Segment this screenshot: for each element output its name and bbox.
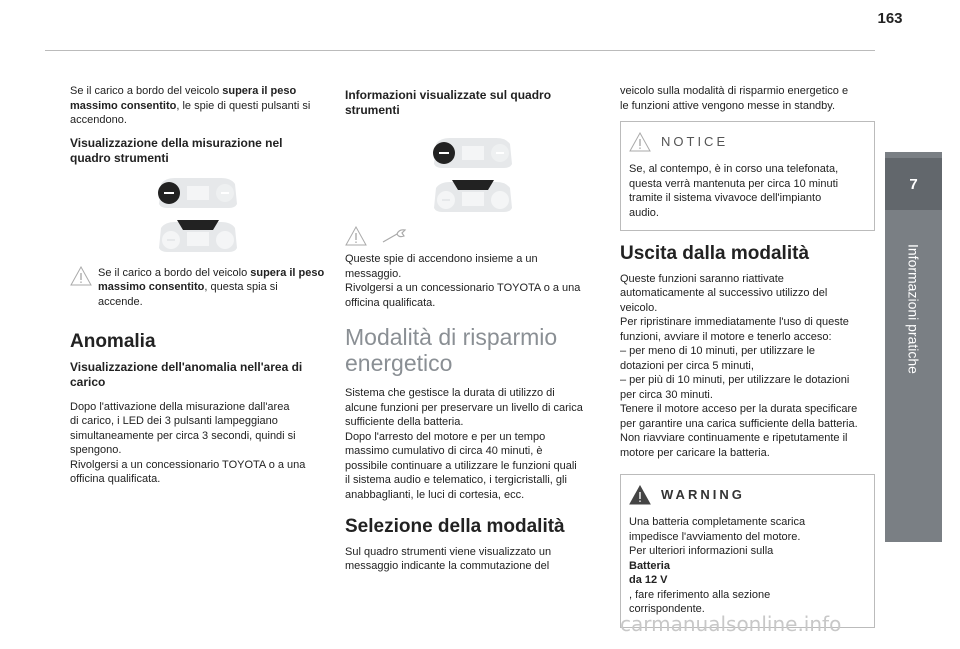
exit-title: Uscita dalla modalità: [620, 243, 810, 264]
text-line: per circa 30 minuti.: [620, 388, 713, 401]
text-line: messaggio indicante la commutazione del: [345, 560, 550, 572]
text-line: [629, 530, 866, 545]
text-line: Rivolgersi a un concessionario TOYOTA o a una: [70, 458, 306, 471]
text-line: tramite il sistema vivavoce dell'impianto: [629, 192, 822, 204]
text-run: Batteria: [629, 559, 670, 572]
notice-triangle-icon: [629, 132, 651, 152]
notice-label: NOTICE: [661, 133, 729, 149]
text-line: sufficiente della batteria.: [345, 416, 464, 428]
text-run: , le spie di questi pulsanti si accendono.: [70, 99, 311, 126]
text-line: Tenere il motore acceso per la durata specificare: [620, 403, 858, 415]
text-run: , questa spia si accende.: [98, 281, 278, 308]
cluster-display-icon: [155, 176, 241, 210]
notice-box: [620, 121, 875, 231]
anomaly-text: [70, 400, 325, 487]
warning-triangle-icon: [629, 485, 651, 505]
intro-paragraph: [70, 84, 325, 128]
text-line: Per ripristinare immediatamente l'uso di queste: [620, 316, 849, 328]
warning-lights-figure: [345, 136, 600, 214]
text-line: automaticamente al successivo utilizzo del: [620, 287, 828, 299]
text-line: Queste funzioni saranno riattivate: [620, 272, 784, 285]
note-row: [70, 266, 325, 318]
wrench-icon: [381, 228, 407, 244]
cluster-weight-icon: [155, 216, 241, 254]
text-line: simultaneamente per circa 3 secondi, quindi si: [70, 429, 296, 442]
cluster-display-icon: [430, 136, 516, 170]
warning-box-text: [629, 515, 866, 617]
cluster-weight-icon: [430, 176, 516, 214]
cluster-heading: Visualizzazione della misurazione nel quadro strumenti: [70, 135, 283, 165]
text-line: dotazioni per circa 5 minuti,: [620, 359, 754, 372]
page-number: 163: [877, 10, 903, 27]
text-line: anabbaglianti, le luci di cortesia, ecc.: [345, 488, 525, 501]
text-line: Se, al contempo, è in corso una telefonata,: [629, 163, 839, 175]
exit-text: [620, 272, 875, 461]
chapter-title: Informazioni pratiche: [905, 244, 922, 374]
text-run: , fare riferimento alla sezione: [629, 588, 771, 601]
anomaly-subtitle: Visualizzazione dell'anomalia nell'area di carico: [70, 359, 303, 389]
text-run: supera il peso massimo consentito: [98, 266, 325, 293]
text-line: le funzioni attive vengono messe in standby.: [620, 99, 836, 112]
column-3: [620, 84, 875, 642]
text-line: Queste spie di accendono insieme a un: [345, 253, 538, 265]
chapter-number: 7: [885, 158, 942, 210]
text-line: Sul quadro strumenti viene visualizzato un: [345, 545, 552, 558]
text-run: da 12 V: [629, 574, 668, 586]
anomaly-title: Anomalia: [70, 331, 156, 352]
text-line: – per più di 10 minuti, per utilizzare le dotazioni: [620, 374, 850, 386]
text-line: [629, 515, 866, 530]
energy-title: Modalità di risparmio energetico: [345, 324, 558, 376]
text-line: veicolo sulla modalità di risparmio energetico e: [620, 85, 849, 97]
continued-text: [620, 84, 875, 113]
energy-text: [345, 386, 600, 502]
text-run: supera il peso massimo consentito: [70, 85, 297, 112]
text-line: [629, 573, 866, 602]
text-line: officina qualificata.: [345, 296, 436, 309]
text-line: Non riavviare continuamente e ripetutamente il: [620, 432, 848, 444]
text-run: Se il carico a bordo del veicolo: [70, 85, 223, 97]
info-heading: Informazioni visualizzate sul quadro strumenti: [345, 88, 552, 117]
text-run: impedisce l'avviamento del motore.: [629, 530, 801, 543]
text-line: Dopo l'attivazione della misurazione dall'area: [70, 400, 290, 413]
chapter-title-box: [885, 214, 942, 404]
select-title: Selezione della modalità: [345, 516, 565, 537]
text-line: funzioni, avviare il motore e tenerlo acceso:: [620, 330, 832, 343]
text-line: Sistema che gestisce la durata di utilizzo di: [345, 387, 555, 399]
text-run: Per ulteriori informazioni sulla: [629, 545, 774, 557]
info-triangle-icon: [345, 226, 367, 246]
column-1: [70, 84, 325, 487]
text-line: di carico, i LED dei 3 pulsanti lampeggiano: [70, 415, 278, 427]
text-run: Se il carico a bordo del veicolo: [98, 266, 251, 279]
warning-header: [629, 485, 866, 505]
warning-label: WARNING: [661, 486, 745, 502]
text-run: Una batteria completamente scarica: [629, 516, 806, 528]
watermark: carmanualsonline.info: [620, 612, 842, 636]
text-line: – per meno di 10 minuti, per utilizzare le: [620, 345, 816, 357]
note-paragraph: [98, 266, 325, 310]
cluster-figure: [70, 176, 325, 254]
notice-text: [629, 162, 866, 220]
header-rule: [45, 50, 875, 51]
info-triangle-icon: [70, 266, 92, 286]
icons-row: [345, 226, 600, 246]
text-line: Rivolgersi a un concessionario TOYOTA o a una: [345, 282, 581, 294]
column-2: [345, 88, 600, 574]
text-line: per garantire una carica sufficiente della batteria.: [620, 417, 858, 430]
text-line: questa verrà mantenuta per circa 10 minuti: [629, 177, 839, 190]
text-run: corrispondente.: [629, 603, 705, 615]
text-line: motore per caricare la batteria.: [620, 446, 770, 459]
text-line: veicolo.: [620, 301, 658, 314]
text-line: officina qualificata.: [70, 473, 161, 485]
notice-header: [629, 132, 866, 152]
text-line: alcune funzioni per preservare un livello di carica: [345, 401, 583, 414]
warning-box: [620, 474, 875, 628]
text-line: audio.: [629, 206, 659, 219]
text-line: Dopo l'arresto del motore e per un tempo: [345, 430, 546, 443]
text-line: massimo cumulativo di circa 40 minuti, è: [345, 445, 543, 457]
text-line: messaggio.: [345, 267, 402, 280]
text-line: possibile continuare a utilizzare le funzioni quali: [345, 459, 577, 472]
text-line: [629, 544, 866, 573]
select-text: [345, 545, 600, 574]
text-line: il sistema audio e telematico, i tergicristalli, gli: [345, 474, 567, 486]
warning-text: [345, 252, 600, 310]
text-line: spengono.: [70, 444, 122, 456]
